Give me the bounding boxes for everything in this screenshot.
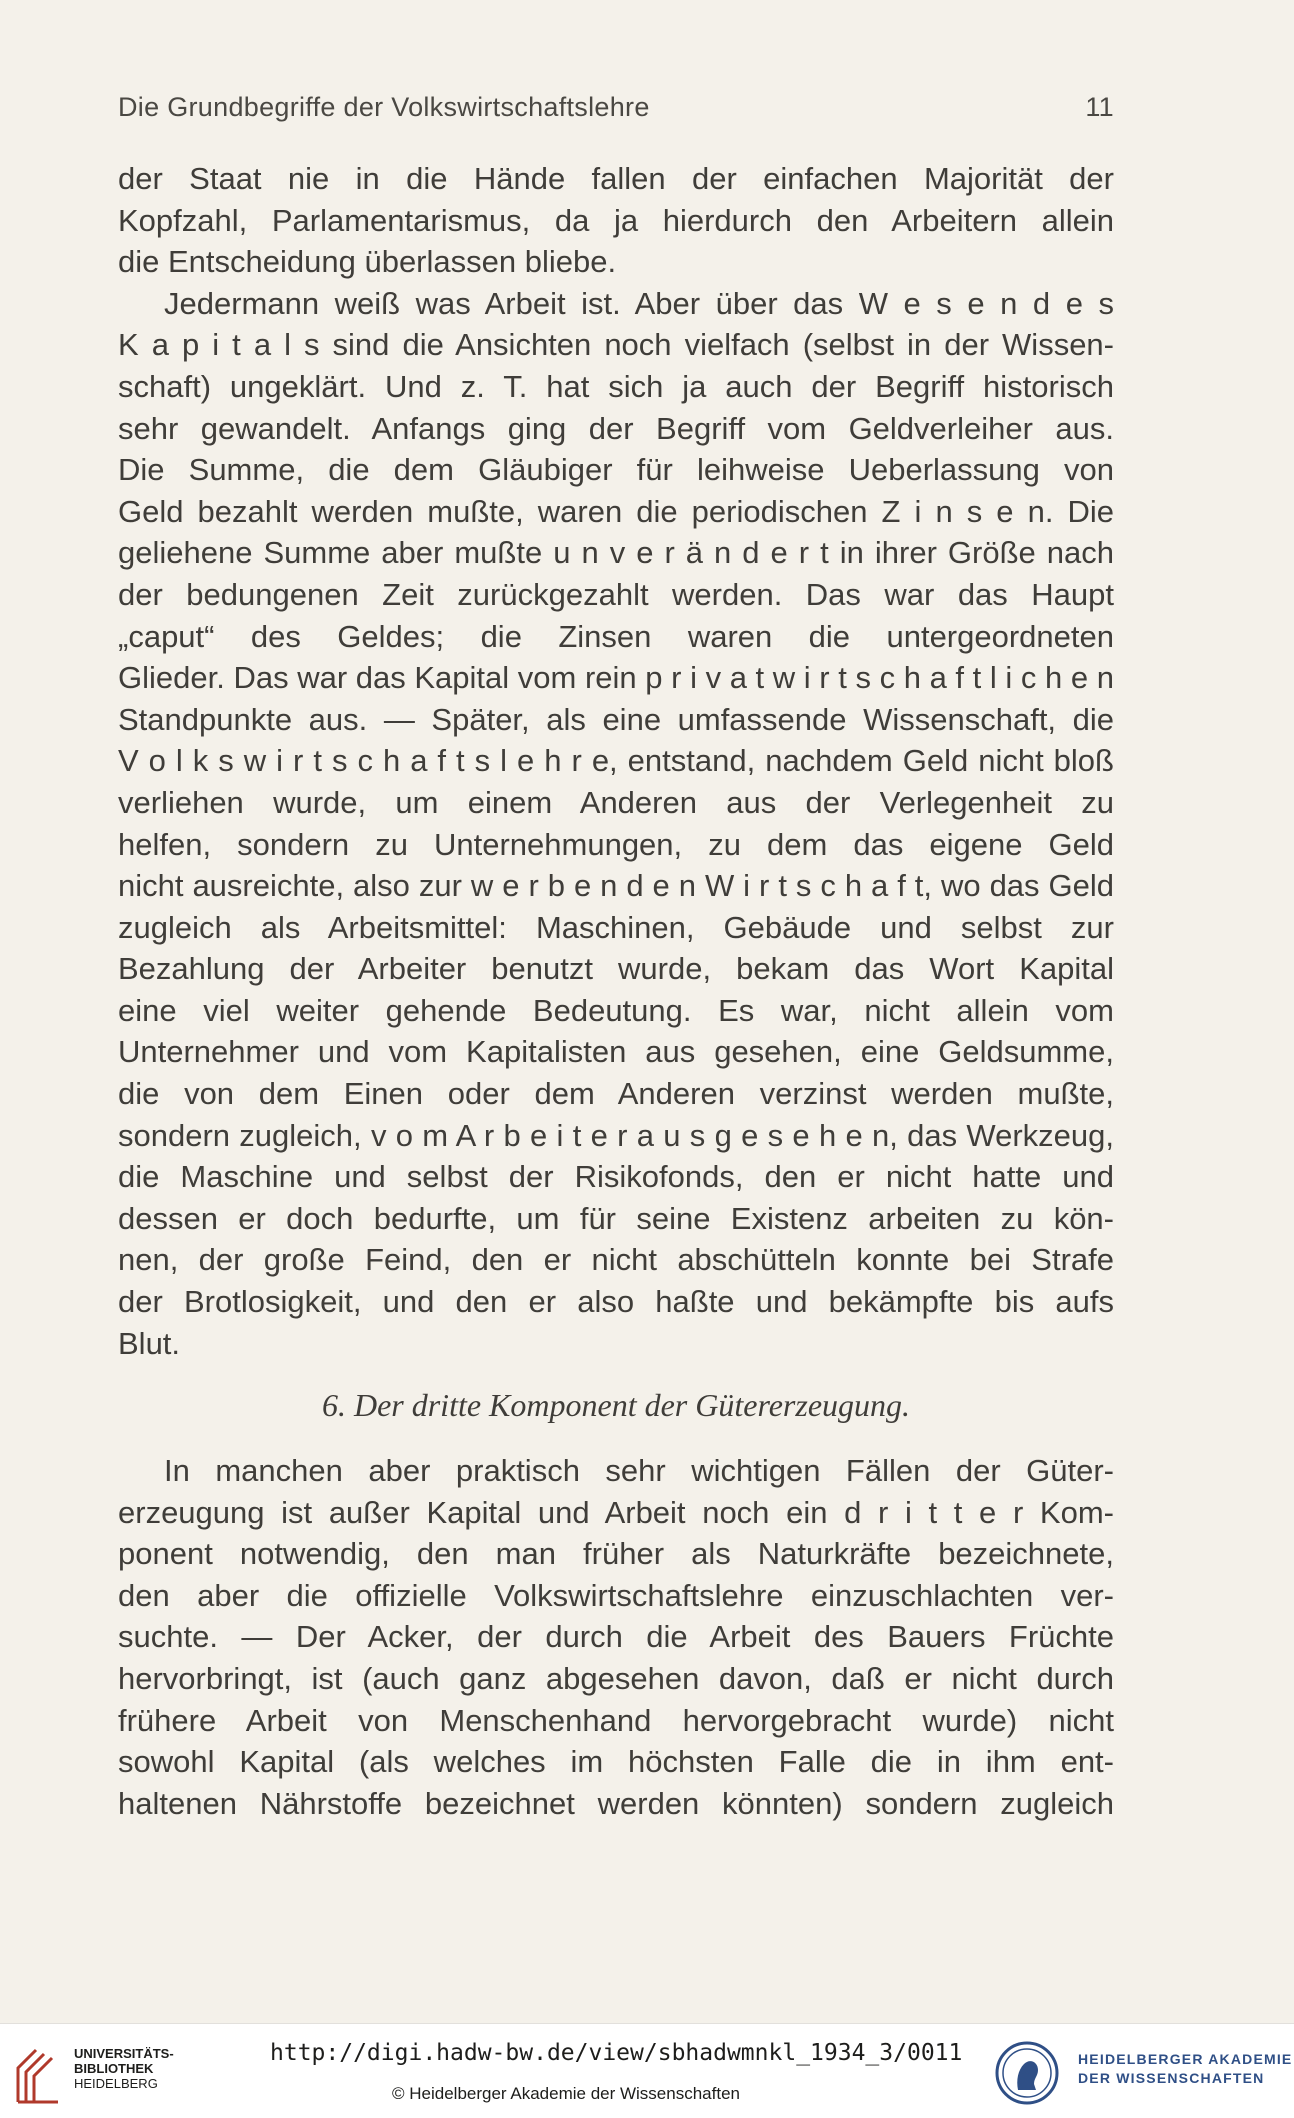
library-name-line: UNIVERSITÄTS- — [74, 2046, 174, 2061]
text-line: hervorbringt, ist (auch ganz abgesehen davon, daß er nicht durch — [118, 1660, 1114, 1696]
section-heading: 6. Der dritte Komponent der Gütererzeugung. — [321, 1387, 911, 1423]
text-line: haltenen Nährstoffe bezeichnet werden könnten) sondern zugleich — [118, 1785, 1114, 1821]
permalink-url[interactable]: http://digi.hadw-bw.de/view/sbhadwmnkl_1934_3/0011 — [270, 2040, 963, 2066]
text-line: Glieder. Das war das Kapital vom rein p r i v a t w i r t s c h a f t l i c h e n — [118, 660, 1114, 696]
text-line: Die Summe, die dem Gläubiger für leihweise Ueberlassung von — [118, 452, 1114, 488]
text-line: V o l k s w i r t s c h a f t s l e h r e, entstand, nachdem Geld nicht bloß — [118, 743, 1114, 779]
academy-name — [1078, 2050, 1292, 2088]
text-line: dessen er doch bedurfte, um für seine Existenz arbeiten zu kön- — [118, 1200, 1114, 1236]
running-title: Die Grundbegriffe der Volkswirtschaftslehre — [118, 92, 650, 122]
page-number: 11 — [1085, 92, 1114, 122]
university-library-name — [74, 2046, 174, 2091]
text-line: erzeugung ist außer Kapital und Arbeit noch ein d r i t t e r Kom- — [118, 1494, 1114, 1530]
text-line: In manchen aber praktisch sehr wichtigen Fällen der Güter- — [164, 1453, 1114, 1488]
paragraph-komponent — [118, 1450, 1114, 1824]
copyright-notice: © Heidelberger Akademie der Wissenschaften — [392, 2084, 740, 2103]
text-line: Unternehmer und vom Kapitalisten aus gesehen, eine Geldsumme, — [118, 1034, 1114, 1070]
paragraph-kapital — [118, 158, 1114, 1364]
text-line: suchte. — Der Acker, der durch die Arbeit des Bauers Früchte — [118, 1619, 1114, 1655]
text-line: Geld bezahlt werden mußte, waren die periodischen Z i n s e n. Die — [118, 493, 1114, 529]
text-line: die Entscheidung überlassen bliebe. — [118, 244, 617, 280]
text-line: die von dem Einen oder dem Anderen verzinst werden mußte, — [118, 1076, 1114, 1112]
academy-seal-icon — [994, 2040, 1060, 2106]
text-line: frühere Arbeit von Menschenhand hervorgebracht wurde) nicht — [118, 1702, 1114, 1738]
text-line: schaft) ungeklärt. Und z. T. hat sich ja auch der Begriff historisch — [118, 368, 1114, 404]
library-name-line: BIBLIOTHEK — [74, 2061, 154, 2076]
text-line: nen, der große Feind, den er nicht abschütteln konnte bei Strafe — [118, 1242, 1114, 1278]
text-line: der bedungenen Zeit zurückgezahlt werden. Das war das Haupt — [118, 576, 1114, 612]
text-line: eine viel weiter gehende Bedeutung. Es war, nicht allein vom — [118, 992, 1114, 1028]
library-name-line: HEIDELBERG — [74, 2076, 158, 2091]
text-line: Bezahlung der Arbeiter benutzt wurde, bekam das Wort Kapital — [118, 951, 1114, 987]
text-line: verliehen wurde, um einem Anderen aus der Verlegenheit zu — [118, 784, 1114, 820]
text-line: sehr gewandelt. Anfangs ging der Begriff vom Geldverleiher aus. — [118, 410, 1114, 446]
text-line: Jedermann weiß was Arbeit ist. Aber über das W e s e n d e s — [164, 285, 1114, 321]
university-library-logo-icon — [14, 2042, 64, 2106]
text-line: den aber die offizielle Volkswirtschaftslehre einzuschlachten ver- — [118, 1577, 1114, 1613]
text-line: K a p i t a l s sind die Ansichten noch vielfach (selbst in der Wissen- — [118, 327, 1114, 363]
text-line: helfen, sondern zu Unternehmungen, zu dem das eigene Geld — [118, 826, 1114, 862]
footer-bar — [0, 2023, 1294, 2118]
text-line: geliehene Summe aber mußte u n v e r ä n d e r t in ihrer Größe nach — [118, 535, 1114, 571]
text-line: Blut. — [118, 1325, 181, 1361]
text-line: ponent notwendig, den man früher als Naturkräfte bezeichnete, — [118, 1536, 1114, 1572]
academy-name-line: DER WISSENSCHAFTEN — [1078, 2070, 1265, 2086]
text-line: nicht ausreichte, also zur w e r b e n d e n W i r t s c h a f t, wo das Geld — [118, 868, 1114, 904]
academy-name-line: HEIDELBERGER AKADEMIE — [1078, 2051, 1293, 2067]
text-line: „caput“ des Geldes; die Zinsen waren die untergeordneten — [118, 618, 1114, 654]
text-line: sowohl Kapital (als welches im höchsten Falle die in ihm ent- — [118, 1744, 1114, 1780]
text-line: der Brotlosigkeit, und den er also haßte und bekämpfte bis aufs — [118, 1284, 1114, 1320]
text-line: der Staat nie in die Hände fallen der einfachen Majorität der — [118, 161, 1114, 196]
text-line: Kopfzahl, Parlamentarismus, da ja hierdurch den Arbeitern allein — [118, 202, 1114, 238]
text-line: zugleich als Arbeitsmittel: Maschinen, Gebäude und selbst zur — [118, 909, 1114, 945]
text-line: sondern zugleich, v o m A r b e i t e r a u s g e s e h e n, das Werkzeug, — [118, 1117, 1114, 1153]
text-line: Standpunkte aus. — Später, als eine umfassende Wissenschaft, die — [118, 701, 1114, 737]
text-line: die Maschine und selbst der Risikofonds, den er nicht hatte und — [118, 1159, 1114, 1195]
running-header — [118, 92, 1114, 123]
